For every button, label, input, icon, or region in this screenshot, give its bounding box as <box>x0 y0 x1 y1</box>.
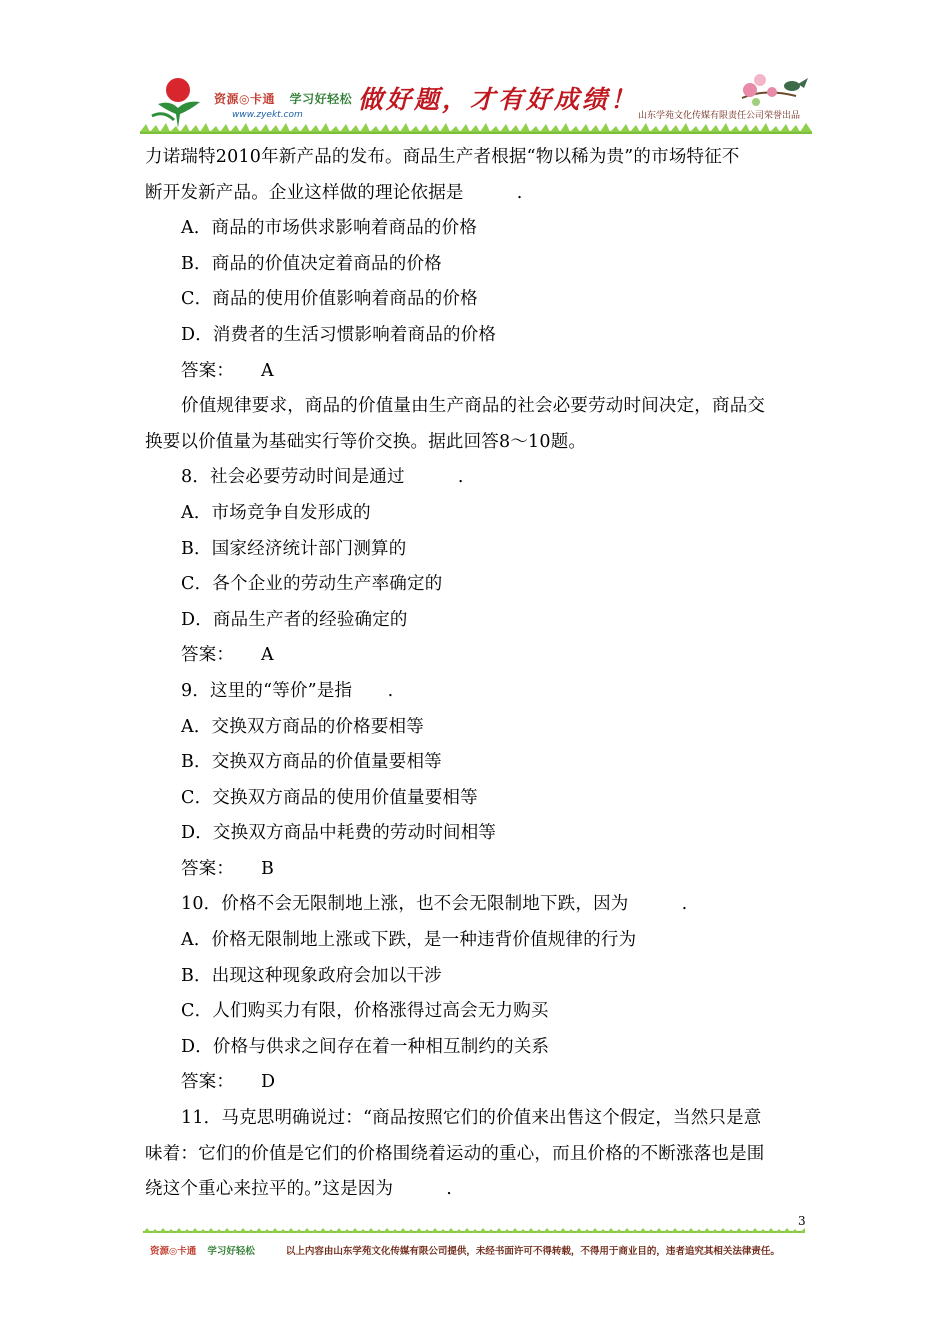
text-line: D．价格与供求之间存在着一种相互制约的关系 <box>181 1036 550 1057</box>
text-line: 换要以价值量为基础实行等价交换。据此回答8～10题。 <box>145 431 587 452</box>
answer-value: D <box>261 1072 276 1093</box>
text-line: D．商品生产者的经验确定的 <box>181 609 408 630</box>
answer-value: A <box>261 645 274 666</box>
text-line: 11．马克思明确说过：“商品按照它们的价值来出售这个假定，当然只是意 <box>181 1108 762 1129</box>
answer-label: 答案： <box>181 360 235 381</box>
text-line: 断开发新产品。企业这样做的理论依据是 . <box>145 182 523 203</box>
text-line: 力诺瑞特2010年新产品的发布。商品生产者根据“物以稀为贵”的市场特征不 <box>145 147 740 167</box>
answer-value: A <box>261 360 274 381</box>
answer-label: 答案： <box>181 645 235 666</box>
footer-brand-name: 资源◎卡通 <box>150 1246 197 1257</box>
text-line: C．人们购买力有限，价格涨得过高会无力购买 <box>181 1001 549 1022</box>
brand-name <box>214 90 352 107</box>
answer-label: 答案： <box>181 858 235 879</box>
answer-label: 答案： <box>181 1072 235 1093</box>
text-line: 价值规律要求，商品的价值量由生产商品的社会必要劳动时间决定，商品交 <box>181 396 766 417</box>
text-line: D．交换双方商品中耗费的劳动时间相等 <box>181 823 497 844</box>
answer-line <box>145 852 809 888</box>
answer-line <box>145 1065 809 1101</box>
answer-line <box>145 638 809 674</box>
footer-grass-divider <box>143 1228 805 1236</box>
text-line: C．商品的使用价值影响着商品的价格 <box>181 289 478 310</box>
brand-tagline: 学习好轻松 <box>289 92 353 106</box>
text-line: 8．社会必要劳动时间是通过 . <box>181 467 464 488</box>
page-header <box>140 68 812 134</box>
text-line: B．交换双方商品的价值量要相等 <box>181 752 442 773</box>
text-line: B．国家经济统计部门测算的 <box>181 538 407 559</box>
text-line: A．价格无限制地上涨或下跌，是一种违背价值规律的行为 <box>181 930 637 951</box>
text-line: A．市场竞争自发形成的 <box>181 502 371 523</box>
text-line: 10．价格不会无限制地上涨，也不会无限制地下跌，因为 . <box>181 894 688 915</box>
header-publisher: 山东学苑文化传媒有限责任公司荣誉出品 <box>638 111 801 121</box>
header-grass-divider <box>140 122 812 136</box>
text-line: 9．这里的“等价”是指 . <box>181 680 394 701</box>
text-line: A．商品的市场供求影响着商品的价格 <box>181 218 478 239</box>
footer-copyright-notice: 以上内容由山东学苑文化传媒有限公司提供，未经书面许可不得转载，不得用于商业目的，违者追究其相关法律责任。 <box>285 1246 780 1257</box>
text-line: B．商品的价值决定着商品的价格 <box>181 253 442 274</box>
flower-bird-icon <box>736 68 812 114</box>
footer-brand-tagline: 学习好轻松 <box>207 1246 255 1257</box>
answer-value: B <box>261 858 275 879</box>
text-line: 味着：它们的价值是它们的价格围绕着运动的重心，而且价格的不断涨落也是围 <box>145 1143 765 1164</box>
document-body <box>145 140 809 1208</box>
text-line: C．交换双方商品的使用价值量要相等 <box>181 787 478 808</box>
brand-name-text: 资源◎卡通 <box>214 92 275 106</box>
answer-line <box>145 354 809 390</box>
page-number: 3 <box>798 1214 806 1228</box>
page-footer <box>150 1243 780 1257</box>
header-slogan: 做好题，才有好成绩！ <box>358 85 639 114</box>
brand-url: www.zyekt.com <box>232 110 303 120</box>
text-line: C．各个企业的劳动生产率确定的 <box>181 574 443 595</box>
text-line: A．交换双方商品的价格要相等 <box>181 716 424 737</box>
text-line: D．消费者的生活习惯影响着商品的价格 <box>181 324 497 345</box>
text-line: B．出现这种现象政府会加以干涉 <box>181 965 442 986</box>
text-line: 绕这个重心来拉平的。”这是因为 . <box>145 1179 453 1200</box>
